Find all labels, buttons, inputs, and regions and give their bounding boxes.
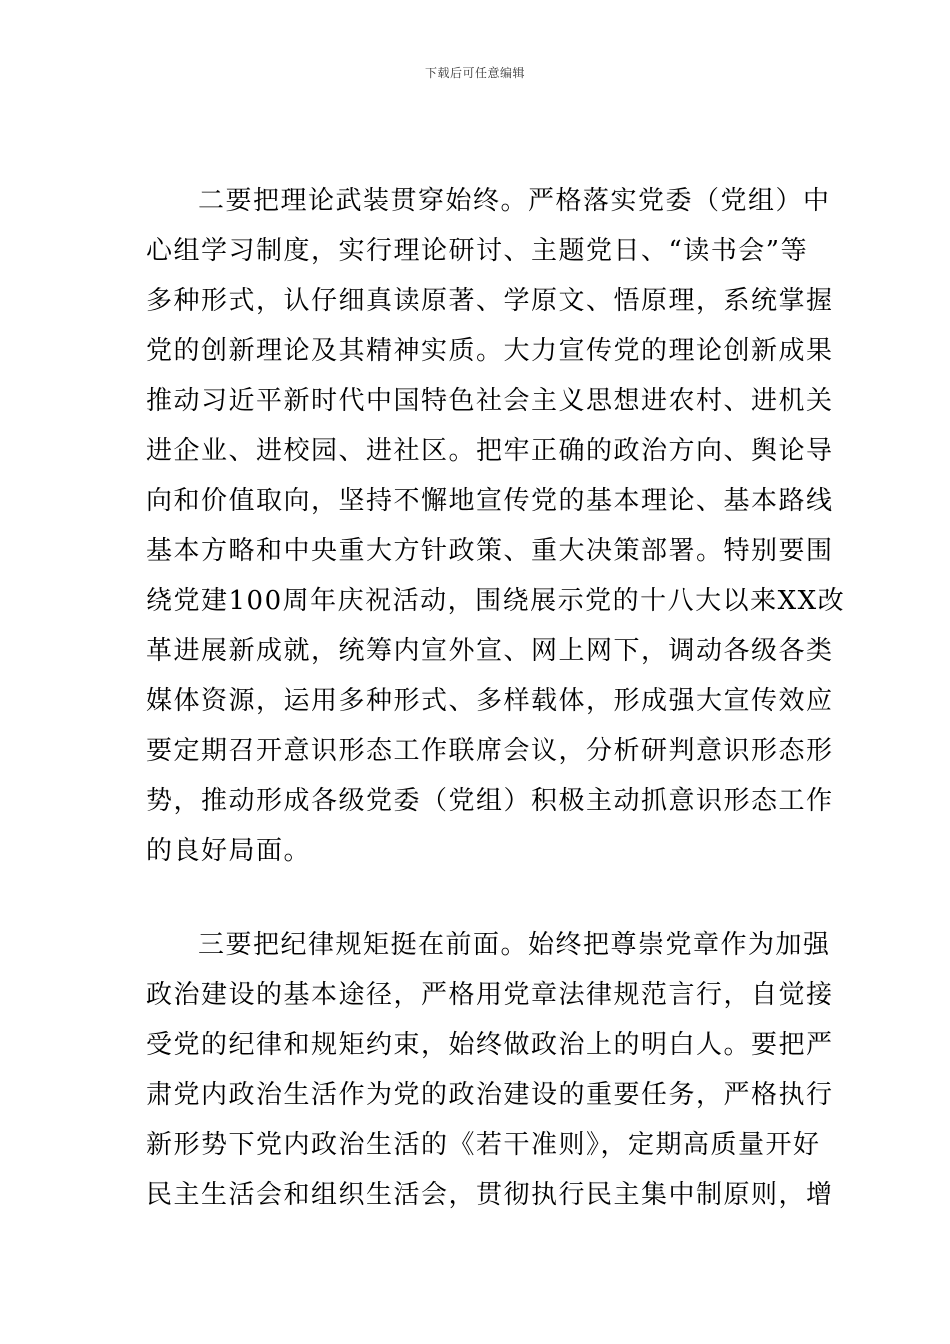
paragraph-discipline bbox=[146, 920, 834, 1220]
paragraph-line: 推动习近平新时代中国特色社会主义思想进农村、进机关 bbox=[146, 386, 834, 416]
paragraph-line: 进企业、进校园、进社区。把牢正确的政治方向、舆论导 bbox=[146, 436, 834, 466]
paragraph-theory bbox=[146, 176, 846, 876]
page-header: 下载后可任意编辑 bbox=[424, 66, 525, 80]
paragraph-line: 革进展新成就，统筹内宣外宣、网上网下，调动各级各类 bbox=[146, 636, 834, 666]
paragraph-line: 政治建设的基本途径，严格用党章法律规范言行，自觉接 bbox=[146, 980, 834, 1010]
paragraph-line: 要定期召开意识形态工作联席会议，分析研判意识形态形 bbox=[146, 736, 834, 766]
paragraph-line: 向和价值取向，坚持不懈地宣传党的基本理论、基本路线 bbox=[146, 486, 834, 516]
paragraph-line: 媒体资源，运用多种形式、多样载体，形成强大宣传效应 bbox=[146, 686, 834, 716]
paragraph-line: 新形势下党内政治生活的《若干准则》，定期高质量开好 bbox=[146, 1130, 821, 1160]
paragraph-line: 势，推动形成各级党委（党组）积极主动抓意识形态工作 bbox=[146, 786, 834, 816]
paragraph-line: 三要把纪律规矩挺在前面。始终把尊崇党章作为加强 bbox=[198, 930, 831, 960]
paragraph-line: 基本方略和中央重大方针政策、重大决策部署。特别要围 bbox=[146, 536, 834, 566]
paragraph-line: 的良好局面。 bbox=[146, 836, 312, 866]
paragraph-line: 民主生活会和组织生活会，贯彻执行民主集中制原则，增 bbox=[146, 1180, 834, 1210]
paragraph-line: 多种形式，认仔细真读原著、学原文、悟原理，系统掌握 bbox=[146, 286, 834, 316]
paragraph-line: 肃党内政治生活作为党的政治建设的重要任务，严格执行 bbox=[146, 1080, 834, 1110]
paragraph-line: 绕党建100周年庆祝活动，围绕展示党的十八大以来XX改 bbox=[146, 586, 846, 616]
paragraph-line: 党的创新理论及其精神实质。大力宣传党的理论创新成果 bbox=[146, 336, 834, 366]
paragraph-line: 受党的纪律和规矩约束，始终做政治上的明白人。要把严 bbox=[146, 1030, 834, 1060]
paragraph-line: 心组学习制度，实行理论研讨、主题党日、“读书会”等 bbox=[146, 236, 809, 266]
paragraph-line: 二要把理论武装贯穿始终。严格落实党委（党组）中 bbox=[198, 186, 831, 216]
